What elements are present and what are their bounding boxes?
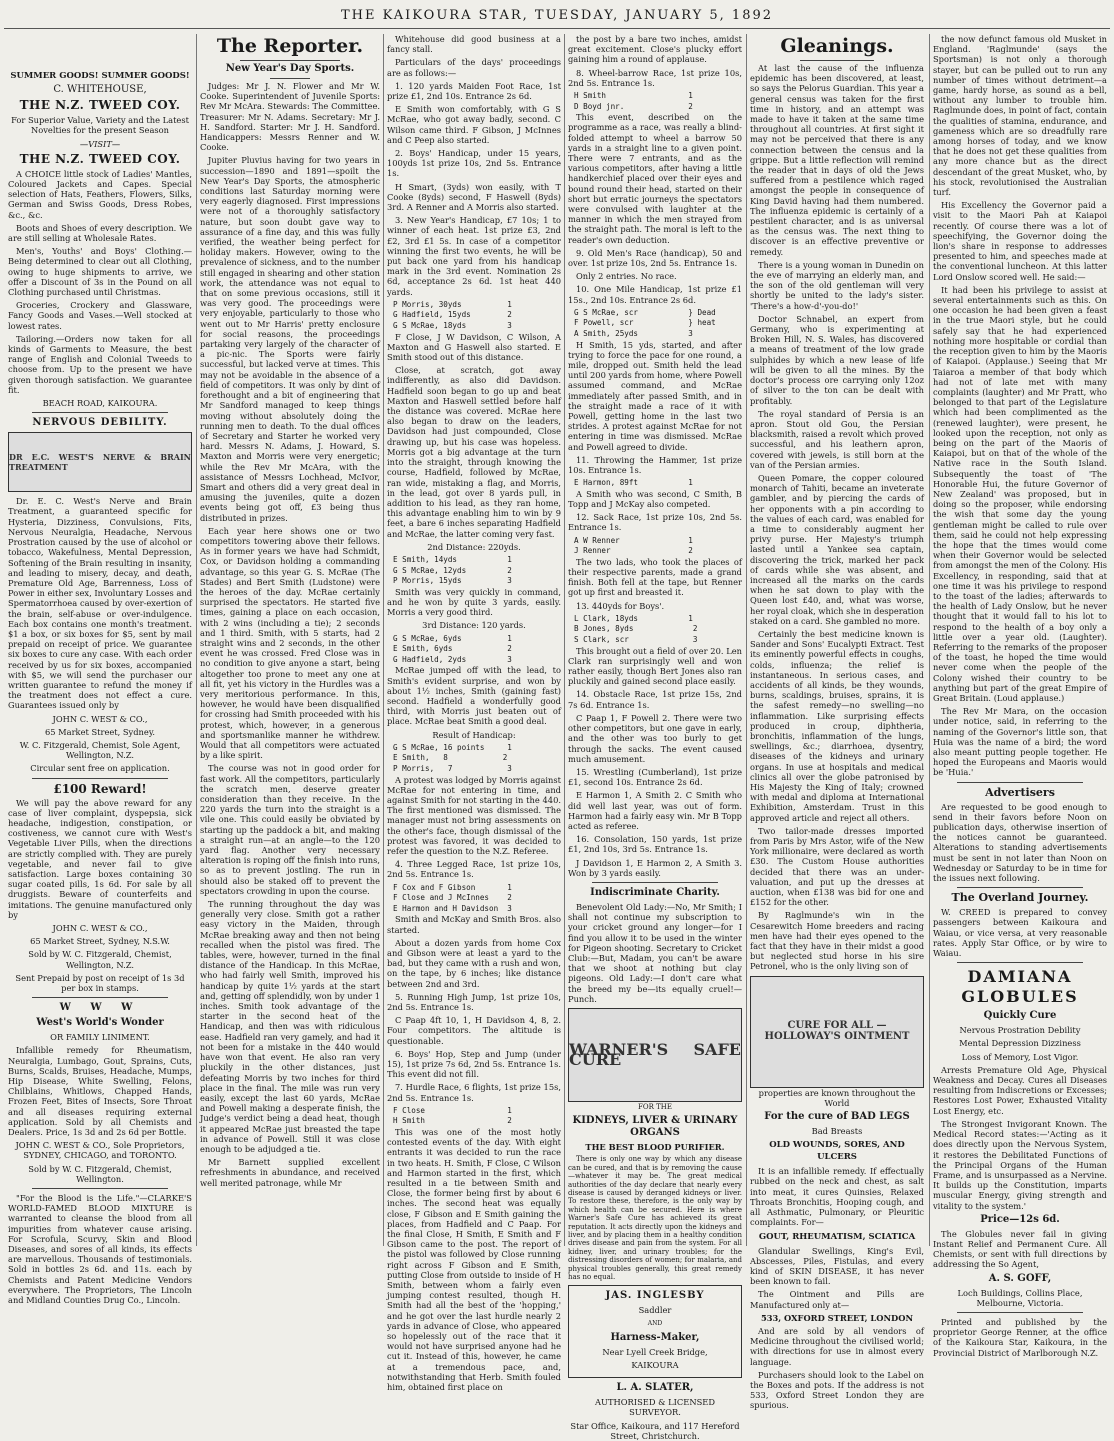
result-line: E Harmon and H Davidson 3	[393, 903, 512, 913]
ad-text: W. C. Fitzgerald, Chemist, Sole Agent, Wellington, N.Z.	[19, 739, 181, 761]
result-line: E Smith, 14yds 1	[393, 554, 512, 564]
result-line: D Boyd jnr. 2	[574, 101, 693, 111]
divider	[32, 778, 168, 779]
article-text: The running throughout the day was generally very close. Smith got a rather easy victory in the Maiden, through McRae breaking away and then not being recalled when the pistol was fired. The tables, were, however, turned in the final distance of the Handicap. In this McRae, who had fairly well Smith, improved his handicap by quite 1½ yards at the start and, getting off splendidly, won by under 1 inches. Smith took advantage of the starter in the second heat of the Handicap, and then was with ridiculous ease. Hadfield ran very gamely, and had it not been for a mistake in the 440 would have won that event. He also ran very pluckily in the other distances, just defeating Morris by two inches for third place in the final. The mile was run very easily, except the last 60 yards, McRae and Powell making a desperate finish, the Judge's verdict being a dead heat, though it appeared McRae just breasted the tape in advance of Powell. Still it was close enough to be adjudged a tie.	[200, 899, 381, 1154]
event-heading: 5. Running High Jump, 1st prize 10s, 2nd 5s. Entrance 1s.	[387, 991, 561, 1012]
event-heading: 13. 440yds for Boys'.	[576, 600, 665, 611]
result-line: A Smith, 25yds 3	[574, 329, 693, 339]
ad-text: Men's, Youths' and Boys' Clothing.—Being determined to clear out all Clothing, owing to huge shipments to arrive, we offer a Discount of 3s in the Pound on all Clothing purchased until Christmas.	[8, 246, 192, 298]
ad-address: 533, OXFORD STREET, LONDON	[760, 1312, 914, 1323]
section-title: The Reporter.	[216, 35, 364, 57]
ad-text: Bad Breasts	[811, 1126, 863, 1137]
article-text: The royal standard of Persia is an apron. Stout old Gou, the Persian blacksmith, raised a revolt which proved successful, and his leathern apron, covered with jewels, is still born at the van of the Persian armies.	[750, 408, 924, 470]
result-line: E Smith, 6yds 2	[393, 644, 512, 654]
event-heading: 2nd Distance: 220yds.	[427, 541, 521, 552]
result-line: E Harmon, 89ft 1	[574, 478, 693, 488]
event-heading: 3. New Year's Handicap, £7 10s; 1 to winner of each heat. 1st prize £3, 2nd £2, 3rd £1 5s. In case of a competitor winning the first two events, he will be put back one yard from his handicap mark in the 3rd event. Nomination 2s 6d, acceptance 2s 6d. 1st heat 440 yards.	[387, 215, 561, 297]
ad-address: Loch Buildings, Collins Place, Melbourne, Victoria.	[957, 1287, 1083, 1308]
article-headline: Advertisers	[985, 785, 1055, 799]
ad-text: The Strongest Invigorant Known. The Medical Record states:—'Acting as it does directly upon the Nervous System, it restores the Debilitated Functions of the Principal Organs of the Human Frame, and is unsurpassed as a Nervine. It builds up the Constitution, imparts muscular Energy, giving strength and vitality to the system.'	[933, 1118, 1107, 1211]
article-text: Particulars of the days' proceedings are as follows:—	[387, 57, 561, 78]
ad-text: Sold by W. C. Fitzgerald, Chemist, Wellington, N.Z.	[28, 949, 172, 970]
article-text: Queen Pomare, the copper coloured monarch of Tahiti, became an inveterate gambler, and by piercing the cards of her opponents with a pin according to the values of each card, was enabled for a time to considerably augment her privy purse. Her Majesty's triumph lasted until a Yankee sea captain, discovering the trick, marked her pack of cards while she was absent, and increased all the marks on the cards when he sat down to play with the Queen lost £40, and, what was worse, her royal cloak, which she in desperation staked on a card. She gambled no more.	[750, 472, 924, 626]
article-text: Only 2 entries. No race.	[576, 271, 677, 282]
result-line: F Powell, scr } heat	[574, 318, 716, 328]
article-text: The Rev Mr Mara, on the occasion under notice, said, in referring to the naming of the Governor's little son, that Huia was the name of a bird; the word also meant putting people together. He hoped the Europeans and Maoris would be 'Huia.'	[933, 706, 1107, 778]
event-heading: 1. 120 yards Maiden Foot Race, 1st prize £1, 2nd 10s. Entrance 2s 6d.	[387, 80, 561, 102]
ad-headline: For the cure of BAD LEGS	[764, 1111, 910, 1123]
ad-text: The Globules never fail in giving Instant Relief and Permanent Cure. All Chemists, or sent with full directions by addressing the So Agent,	[933, 1228, 1107, 1270]
article-text: Certainly the best medicine known is Sander and Sons' Eucalypti Extract. Test its eminently powerful effects in coughs, colds, influenza; the relief is instantaneous. In serious cases, and accidents of all kinds, be they wounds, burns, scaldings, bruises, sprains, it is the safest remedy—no swelling—no inflammation. Like surprising effects produced in croup, diphtheria, bronchitis, inflammation of the lungs, swellings, &c.; diarrhoea, dysentry, diseases of the kidneys and urinary organs. In use at hospitals and medical clinics all over the globe patronised by His Majesty the King of Italy; crowned with medal and diploma at International Exhibition, Amsterdam. Trust in this approved article and reject all others.	[750, 628, 924, 823]
illustration-caption: CURE FOR ALL — HOLLOWAY'S OINTMENT	[764, 1020, 910, 1042]
article-text: E Harmon 1, A Smith 2. C Smith who did well last year, was out of form. Harmon had a fairly easy win. Mr B Topp acted as referee.	[568, 790, 742, 831]
ad-headline: SUMMER GOODS! SUMMER GOODS!	[10, 71, 190, 81]
ad-text: FOR THE	[638, 1102, 672, 1111]
ad-text: Nervous Prostration Debility	[959, 1025, 1081, 1036]
article-text: There is a young woman in Dunedin on the eve of marrying an elderly man, and the son of the old gentleman will very shortly be united to the lady's sister. 'There's a how-d'-you-do!'	[750, 259, 924, 311]
result-line: J Renner 2	[574, 546, 693, 556]
column-divider	[929, 34, 930, 1246]
column-divider	[746, 34, 747, 1246]
result-line: H Smith 1	[574, 91, 693, 101]
masthead: THE KAIKOURA STAR, TUESDAY, JANUARY 5, 1892	[340, 8, 774, 23]
article-text: Judges: Mr J. N. Flower and Mr W. Cooke. Superintendent of Juvenile Sports: Rev Mr McAra. Stewards: The Committee. Treasurer: Mr N. Adams. Secretary: Mr J. H. Sandford. Starter: Mr J. H. Sandford. Handicappers: Messrs Renner and W. Cooke.	[200, 81, 380, 153]
result-line: S Clark, scr 3	[574, 635, 698, 645]
article-text: F Close, J W Davidson, C Wilson, A Maxton and G Haswell also started. E Smith stood out of this distance.	[387, 331, 561, 363]
ad-text: 65 Market Street, Sydney.	[44, 726, 156, 737]
ad-text: Purchasers should look to the Label on the Boxes and pots. If the address is not 533, Oxford Street London they are spurious.	[750, 1369, 924, 1411]
article-text: Are requested to be good enough to send in their favors before Noon on publication days, otherwise insertion of the notices cannot be guaranteed. Alterations to standing advertisements must be sent in not later than Noon on Wednesday or Saturday to be in time for the issues next following.	[933, 801, 1107, 884]
result-line: P Morris, 15yds 3	[393, 576, 512, 586]
divider	[957, 1312, 1083, 1313]
article-text: This event, described on the programme as a race, was really a blind-folded attempt to wheel a barrow 50 yards in a straight line to a given point. There were 7 entrants, and as the various competitors, after having a little handkerchief placed over their eyes and bound round their head, started on their short but erratic journeys the spectators were convulsed with laughter at the manner in which the men strayed from the straight path. The moral is left to the reader's own deduction.	[568, 112, 742, 245]
divider	[957, 782, 1083, 783]
ad-text: A CHOICE little stock of Ladies' Mantles, Coloured Jackets and Capes. Special selection of Hats, Feathers, Flowers, Silks, German and Swiss Goods, Dress Robes, &c., &c.	[8, 168, 192, 220]
illustration-caption: DR E.C. WEST'S NERVE & BRAIN TREATMENT	[9, 452, 191, 473]
article-text: It had been his privilege to assist at several entertainments such as this. On one occasion he had been given a feast in the true Maori style, but he could safely say that he had experienced nothing more hospitable or cordial than the reception given to him by the Maoris of Kaiapoi. (Applause.) Seeing that Mr Taiaroa a member of that body which had not of late met with many complaints (laughter) and Mr Pratt, who belonged to that part of the Legislature which had been complimented as the (renewed laughter), were present, he looked upon the reception, not only as being on the part of the Maoris of Kaiapoi, but on that of the whole of the Native race in the South Island. Subsequently the toast of 'The Honorable Hui, the future Governor of New Zealand' was proposed, but in doing so the proposer, while endorsing the wish that some day the young gentleman might be called to rule over them, said he could not help expressing the hope that the times would come when their Governor would be selected from amongst the men of the Colony. His Excellency, in responding, said that at one time it was his privilege to respond to the toast of the ladies; afterwards to the health of Lady Onslow, but he never thought that it would fall to his lot to respond to the health of a boy only a little over a year old. (Laughter). Referring to the remarks of the proposer of the toast, he hoped the time would never come when the people of the Colony wished their country to be anything but part of the great Empire of Great Britain. (Loud applause.)	[933, 284, 1107, 703]
result-line: F Cox and F Gibson 1	[393, 882, 512, 892]
event-heading: Result of Handicap:	[432, 729, 516, 740]
event-heading: 9. Old Men's Race (handicap), 50 and over. 1st prize 10s, 2nd 5s. Entrance 1s.	[568, 247, 742, 269]
holloway-illustration	[750, 976, 924, 1088]
event-heading: 11. Throwing the Hammer, 1st prize 10s. Entrance 1s.	[568, 454, 742, 476]
article-text: J Davidson 1, E Harmon 2, A Smith 3. Won by 3 yards easily.	[568, 857, 742, 878]
divider	[957, 962, 1083, 963]
result-line: B Jones, 8yds 2	[574, 624, 698, 634]
ad-text: Sold by W. C. Fitzgerald, Chemist, Wellington.	[28, 1163, 172, 1184]
article-text: Two tailor-made dresses imported from Paris by Mrs Astor, wife of the New York millionaire, were declared as worth £30. The Custom House authorities decided that there was an under-valuation, and put up the dresses at auction, when £138 was bid for one and £152 for the other.	[750, 825, 924, 908]
ad-text: OR FAMILY LINIMENT.	[50, 1032, 150, 1043]
article-text: A protest was lodged by Morris against McRae for not entering in time, and against Smith for not starting in the 440. The first mentioned was dismissed. The manager must not bring assessments on the other's face, though dismissal of the protest was favored, it was decided to refer the question to the N.Z. Referee.	[387, 774, 561, 856]
ad-headline: £100 Reward!	[53, 781, 147, 796]
ad-text: Infallible remedy for Rheumatism, Neuralgia, Lumbago, Gout, Sprains, Cuts, Burns, Scalds, Bruises, Headache, Mumps, Hip Disease, White Swelling, Felons, Chilblains, Whitlows, Chapped Hands, Frozen Feet, Bites of Insects, Sore Throat and all diseases requiring external application. Sold by all Chemists and Dealers. Price, 1s 3d and 2s 6d per Bottle.	[8, 1045, 192, 1138]
ad-text: For Superior Value, Variety and the Latest Novelties for the present Season	[11, 115, 189, 136]
article-text: Close, at scratch, got away indifferently, as also did Davidson. Hadfield soon began to go up and beat Maxton and Haswell settled before half the distance was covered. McRae here also began to draw on the leaders, Davidson had just compounded, Close drawing up, but his case was hopeless. Morris got a big advantage at the turn into the straight, through knowing the course, Hadfield, followed by McRae, ran wide, mistaking a flag, and Morris, in the lead, got over 8 yards pull, in addition to his lead, as they ran home, this advantage enabling him to win by 9 feet, a bare 6 inches separating Hadfield and McRae, the latter coming very fast.	[387, 365, 561, 539]
result-line: F Close 1	[393, 1105, 512, 1115]
column-2	[200, 34, 380, 1246]
event-heading: 8. Wheel-barrow Race, 1st prize 10s, 2nd 5s. Entrance 1s.	[568, 67, 742, 88]
divider	[800, 60, 874, 61]
result-line: G S McRae, scr } Dead	[574, 307, 716, 317]
event-heading: 4. Three Legged Race, 1st prize 10s, 2nd 5s. Entrance 1s.	[387, 859, 561, 880]
ad-text: THE BEST BLOOD PURIFIER.	[585, 1142, 725, 1153]
result-line: G S McRae, 6yds 1	[393, 633, 512, 643]
article-text: About a dozen yards from home Cox and Gibson were at least a yard to the bad, but they came with a rush and won, on the tape, by 6 inches; like distance between 2nd and 3rd.	[387, 937, 561, 989]
ad-text: Saddler	[638, 1305, 672, 1316]
article-text: Smith was very quickly in command, and he won by quite 3 yards, easily. Morris a very good third.	[387, 586, 561, 618]
event-heading: 16. Consolation, 150 yards, 1st prize £1, 2nd 10s, 3rd 5s. Entrance 1s.	[568, 834, 742, 855]
event-heading: 6. Boys' Hop, Step and Jump (under 15), 1st prize 7s 6d, 2nd 5s. Entrance 1s. This event did not fill.	[387, 1048, 561, 1080]
masthead-rule	[4, 28, 1110, 29]
result-line: L Clark, 18yds 1	[574, 613, 693, 623]
article-text: A Smith who was second, C Smith, B Topp and J McKay also competed.	[568, 488, 742, 510]
column-6	[933, 34, 1107, 1358]
ad-headline: DAMIANA GLOBULES	[961, 967, 1079, 1007]
result-line: H Smith 2	[393, 1116, 512, 1126]
ad-text: "For the Blood is the Life."—CLARKE'S WORLD-FAMED BLOOD MIXTURE is warranted to cleanse the blood from all impurities from whatever cause arising. For Scrofula, Scurvy, Skin and Blood Diseases, and sores of all kinds, its effects are marvellous. Thousands of testimonials. Sold in bottles 2s 6d. and 11s. each by Chemists and Patent Medicine Vendors everywhere. The Proprietors, The Lincoln and Midland Counties Drug Co., Lincoln.	[8, 1193, 192, 1306]
result-line: E Smith, 8 2	[393, 753, 508, 763]
article-text: Smith and McKay and Smith Bros. also started.	[387, 914, 561, 935]
result-line: A W Renner 1	[574, 535, 693, 545]
ad-text: Circular sent free on application.	[30, 763, 170, 774]
ad-store: THE N.Z. TWEED COY.	[19, 98, 181, 113]
column-divider	[564, 34, 565, 1246]
article-text: Mr Barnett supplied excellent refreshments in abundance, and received well merited patronage, while Mr	[200, 1157, 380, 1188]
column-5	[750, 34, 924, 1411]
ad-text: W. CREED is prepared to convey passengers between Kaikoura and Waiau, or vice versa, at very reasonable rates. Apply Star Office, or by wire to Waiau.	[933, 907, 1107, 959]
ad-name: A. S. GOFF,	[988, 1272, 1052, 1284]
article-text: Each year here shows one or two competitors towering above their fellows. As in former years we have had Schmidt, Cox, or Davidson holding a commanding advantage, so this year G. S. McRae (The Stades) and Bert Smith (Ludstone) were the heroes of the day. McRae certainly surprised the spectators. He started five times, gaining a place on each occasion, with 2 wins (including a tie); 2 seconds and 1 third. Smith, with 5 starts, had 2 straight wins and 2 seconds, in the other event he was crossed. Fred Close was in no condition to give anyone a start, being altogether too prone to meet any one at all fit, yet his victory in the Hurdles was a very meritorious performance. In this, however, he would have been disqualified for crossing had Smith proceeded with his protest, which, however, in a generous and sportsmanlike manner he withdrew. Would that all competitors were actuated by a like spirit.	[200, 525, 380, 761]
ad-headline: NERVOUS DEBILITY.	[32, 417, 168, 429]
ad-store: THE N.Z. TWEED COY.	[19, 151, 181, 166]
ad-headline: OLD WOUNDS, SORES, AND ULCERS	[769, 1140, 905, 1163]
ad-address: BEACH ROAD, KAIKOURA.	[42, 398, 158, 409]
safe-cure-illustration	[568, 1008, 742, 1102]
article-text: The course was not in good order for fast work. All the competitors, particularly the scratch men, deserve greater consideration than they receive. In the 220 yards the turn into the straight is a vile one. This could easily be obviated by starting up the paddock a bit, and making a straight run—at an angle—to the 120 yard flag. Another very necessary alteration is roping off the finish into runs, so as to prevent jostling. The run in should also be staked off to prevent the spectators crowding in upon the course.	[200, 763, 380, 896]
event-heading: 10. One Mile Handicap, 1st prize £1 15s., 2nd 10s. Entrance 2s 6d.	[568, 284, 742, 305]
ad-text: Arrests Premature Old Age, Physical Weakness and Decay. Cures all Diseases resulting from Indiscretions or Excesses; Restores Lost Power, Exhausted Vitality Lost Energy, etc.	[933, 1064, 1107, 1116]
ad-text: AND	[647, 1319, 663, 1327]
ad-text: There is only one way by which any disease can be cured, and that is by removing the cause—whatever it may be. The great medical authorities of the day declare that nearly every disease is caused by deranged kidneys or liver. To restore these, therefore, is the only way by which health can be secured. Here is where Warner's Safe Cure has achieved its great reputation. It acts directly upon the kidneys and liver, and by placing them in a healthy condition drives disease and pain from the system. For all kidney, liver, and urinary troubles; for the distressing disorders of women; for malaria, and physical troubles generally, this great remedy has no equal.	[568, 1155, 742, 1282]
event-heading: 12. Sack Race, 1st prize 10s, 2nd 5s. Entrance 1s.	[568, 512, 742, 533]
ad-name: C. WHITEHOUSE,	[53, 84, 147, 95]
divider	[240, 60, 340, 61]
illustration-caption: WARNER'S SAFE CURE	[569, 1039, 741, 1069]
column-3	[387, 34, 561, 1393]
article-text: The two lads, who took the places of their respective parents, made a grand finish. Both fell at the tape, but Renner got up first and breasted it.	[568, 556, 742, 598]
event-heading: 7. Hurdle Race, 6 flights, 1st prize 15s, 2nd 5s. Entrance 1s.	[387, 1082, 561, 1103]
result-line: G S McRae, 16 points 1	[393, 742, 512, 752]
ad-text: Glandular Swellings, King's Evil, Abscesses, Piles, Fistulas, and every kind of SKIN DISEASE, it has never been known to fail.	[750, 1245, 924, 1287]
ad-text: Star Office, Kaikoura, and 117 Hereford Street, Christchurch.	[570, 1420, 740, 1441]
divider	[32, 412, 168, 413]
ad-headline: West's World's Wonder	[36, 1017, 164, 1029]
article-text: This was one of the most hotly contested events of the day. With eight entrants it was decided to run the race in two heats. H. Smith, F Close, C Wilson and Harmon started in the first, which resulted in a tie between Smith and Close, the former being first by about 6 inches. The second heat was equally close, F Gibson and E Smith gaining the places, from Hadfield and C Paap. For the final Close, H Smith, E Smith and F Gibson came to the post. The report of the pistol was followed by Close running right across F Gibson and E Smith, putting Close from outside to inside of H Smith, between whom a fairly even jumping contest resulted, though H. Smith had all the best of the 'hopping,' and he got over the last hurdle nearly 2 yards in advance of Close, who appeared so hopelessly out of the race that it would not have surprised anyone had he cut it. Instead of this, however, he came at a tremendous pace, and, notwithstanding that Herb. Smith fouled him, obtained first place on	[387, 1126, 561, 1393]
ad-text: Groceries, Crockery and Glassware, Fancy Goods and Vases.—Well stocked at lowest rates.	[8, 300, 192, 331]
article-text: Whitehouse did good business at a fancy stall.	[387, 34, 561, 55]
result-line: G Hadfield, 15yds 2	[393, 310, 512, 320]
article-text: McRae jumped off with the lead, to Smith's evident surprise, and won by about 1½ inches, Smith (gaining fast) second. Hadfield a wonderfully good third, with Morris just beaten out of place. McRae beat Smith a good deal.	[387, 665, 561, 727]
column-4	[568, 34, 742, 1441]
treatment-box-illustration	[8, 432, 192, 492]
result-line: P Morris, 30yds 1	[393, 299, 512, 309]
event-heading: 3rd Distance: 120 yards.	[422, 620, 526, 631]
event-heading: 14. Obstacle Race, 1st prize 15s, 2nd 7s 6d. Entrance 1s.	[568, 689, 742, 710]
divider	[270, 78, 310, 79]
article-text: H Smith, 15 yds, started, and after trying to force the pace for one round, a mile, dropped out. Smith held the lead until 200 yards from home, where Powell assumed command, and McRae immediately after passed Smith, and in the straight made a race of it with Powell, getting home in the last two strides. A protest against McRae for not entering in time was dismissed. McRae and Powell agreed to divide.	[568, 339, 742, 452]
divider	[957, 887, 1083, 888]
ad-text: properties are known throughout the World	[758, 1087, 916, 1108]
column-1	[8, 34, 193, 1306]
event-heading: 2. Boys' Handicap, under 15 years, 100yds 1st prize 10s, 2nd 5s. Entrance 1s.	[387, 148, 561, 179]
divider	[592, 882, 718, 883]
article-text: His Excellency the Governor paid a visit to the Maori Pah at Kaiapoi recently. Of course there was a lot of speechifying, the Governor doing the lion's share in response to addresses presented to him, and speeches made at the conventional luncheon. At this latter Lord Onslow scored well. He said:—	[933, 200, 1107, 282]
ad-text: Boots and Shoes of every description. We are still selling at Wholesale Rates.	[8, 222, 192, 244]
saddler-ad	[568, 1285, 742, 1378]
ad-text: The Ointment and Pills are Manufactured only at—	[750, 1289, 924, 1310]
article-text: This brought out a field of over 20. Len Clark ran surprisingly well and won rather easily, though Bert Jones also ran pluckily and gained second place easily.	[568, 645, 742, 687]
result-line: P Morris, 7 3	[393, 763, 512, 773]
article-headline: New Year's Day Sports.	[225, 63, 355, 74]
ad-text: AUTHORISED & LICENSED SURVEYOR.	[595, 1397, 715, 1418]
section-title: Gleanings.	[780, 35, 894, 57]
ad-text: Harness-Maker,	[610, 1331, 700, 1343]
article-headline: The Overland Journey.	[951, 891, 1089, 905]
article-text: C Paap 4ft 10, 1, H Davidson 4, 8, 2. Four competitors. The altitude is questionable.	[387, 1015, 561, 1046]
ad-name: JAS. INGLESBY	[605, 1290, 705, 1302]
article-text: the post by a bare two inches, amidst great excitement. Close's plucky effort gaining him a round of applause.	[568, 34, 742, 65]
ad-text: And are sold by all vendors of Medicine throughout the civilised world; with directions for use in almost every language.	[750, 1325, 924, 1367]
ad-text: —VISIT—	[79, 138, 121, 149]
divider	[32, 997, 168, 998]
ad-text: Near Lyell Creek Bridge,	[602, 1346, 708, 1357]
ad-headline: W W W	[59, 1002, 141, 1014]
article-text: Doctor Schnabel, an expert from Germany, who is experimenting at Broken Hill, N. S. Wales, has discovered a means of treatment of the low grade sulphides by which a new lease of life will be given to all the mines. By the doctor's process ore carrying only 12oz of silver to the ton can be dealt with profitably.	[750, 313, 924, 406]
article-text: At last the cause of the influenza epidemic has been discovered, at least, so says the Pelorus Guardian. This year a general census was taken for the first time in history, and an attempt was made to have it taken at the same time throughout all countries. At first sight it may not be perceived that there is any connection between the census and la grippe. But a little reflection will remind the reader that in days of old the Jews suffered from a pestilence which raged amongst the people in consequence of King David having had them numbered. The influenza epidemic is certainly of a pestilent character, and is as universal as the census was. The next thing to discover is an effective preventive or remedy.	[750, 63, 924, 257]
ad-text: JOHN C. WEST & CO.,	[52, 923, 148, 933]
column-divider	[383, 34, 384, 1246]
result-line: G Hadfield, 2yds 3	[393, 654, 512, 664]
ad-headline: Quickly Cure	[983, 1010, 1057, 1022]
ad-text: Sent Prepaid by post on receipt of 1s 3d per box in stamps.	[15, 972, 185, 994]
ad-text: JOHN C. WEST & CO.,	[52, 713, 148, 724]
article-text: C Paap 1, F Powell 2. There were two other competitors, but one gave in early, and the other was too burly to get through the sacks. The event caused much amusement.	[568, 712, 742, 764]
ad-text: JOHN C. WEST & CO., Sole Proprietors, SYDNEY, CHICAGO, and TORONTO.	[15, 1140, 185, 1161]
divider	[32, 1188, 168, 1189]
ad-headline: GOUT, RHEUMATISM, SCIATICA	[758, 1231, 916, 1242]
article-text: Jupiter Pluvius having for two years in succession—1890 and 1891—spoilt the New Year's Day Sports, the atmospheric conditions last Saturday morning were very eagerly diagnosed. First impressions were not of a thoroughly satisfactory nature, but soon doubt gave way to assurance of a fine day, and this was fully verified, the weather being perfect for holiday makers. However, owing to the prevalence of sickness, and to the number still engaged in shearing and other station work, the attendance was not equal to that on some previous occasions, still it was very good. The proceedings were very enjoyable, particularly to those who went out to Mr Harris' pretty enclosure for social reasons, the proceedings partaking very largely of the character of a pic-nic. The Sports were fairly successful, but lacked verve at times. This may not be avoidable in the absence of a field of competitors. It was only by dint of forethought and a bit of engineering that Mr Sandford managed to keep things moving without absolutely doing the running men to death. To the dual offices of Secretary and Starter he worked very hard. Messrs N. Adams, J. Howard, S. Maxton and Morris were very energetic; while the Rev Mr McAra, with the assistance of Messrs Lochhead, McIvor, Smart and others did a very great deal in amusing the juveniles, quite a dozen events being got off, £3 being thus distributed in prizes.	[200, 155, 380, 523]
ad-text: 65 Market Street, Sydney, N.S.W.	[30, 936, 170, 947]
article-headline: Indiscriminate Charity.	[590, 886, 720, 898]
article-text: the now defunct famous old Musket in England. 'Raglmunde' (says the Sportsman) is not only a thorough stayer, but can be pulled out to run any number of times without detriment—a game, hardy horse, as sound as a bell, without any lumber to trouble him. Raglmunde does, in point of fact, contain the qualities of stamina, endurance, and gameness which are so dreadfully rare among horses of today, and we know that he does not get these qualities from any more chance but as the direct descendant of the great Musket, who, by his stock, revolutionised the Australian turf.	[933, 34, 1107, 198]
result-line: G S McRae, 12yds 2	[393, 565, 512, 575]
ad-name: L. A. SLATER,	[616, 1382, 694, 1394]
ad-price: Price—12s 6d.	[980, 1213, 1060, 1225]
result-line: G S McRae, 18yds 3	[393, 321, 512, 331]
ad-text: Tailoring.—Orders now taken for all kinds of Garments to Measure, the best range of English and Colonial Tweeds to choose from. Up to the present we have given thorough satisfaction. We guarantee fit.	[8, 333, 192, 395]
column-divider	[196, 34, 197, 1246]
imprint: Printed and published by the proprietor George Renner, at the office of the Kaikoura Star, Kaikoura, in the Provincial District of Marlborough N.Z.	[933, 1316, 1107, 1358]
article-text: By Raglmunde's win in the Cesarewitch Home breeders and racing men have had their eyes opened to the fact that they have in their midst a good but neglected stud horse in his sire Petronel, who is the only living son of	[750, 910, 924, 972]
ad-text: KAIKOURA	[631, 1360, 679, 1371]
article-text: Benevolent Old Lady:—No, Mr Smith; I shall not continue my subscription to your cricket ground any longer—for I find you allow it to be used in the winter for Pigeon shooting. Secretary to Cricket Club:—But, Madam, you can't be aware that we shoot at nothing but clay pigeons. Old Lady:—I don't care what the breed my be—its equally cruel!—Punch.	[568, 901, 742, 1004]
ad-text: It is an infallible remedy. If effectually rubbed on the neck and chest, as salt into meat, it cures Quinsies, Relaxed Throats Bronchitis, Hooping cough, and all Asthmatic, Pulmonary, or Pleuritic complaints. For—	[750, 1166, 924, 1228]
ad-headline: KIDNEYS, LIVER & URINARY ORGANS	[572, 1115, 738, 1139]
result-line: F Close and J McInnes 2	[393, 893, 512, 903]
ad-text: Dr. E. C. West's Nerve and Brain Treatment, a guaranteed specific for Hysteria, Dizziness, Convulsions, Fits, Nervous Neuralgia, Headache, Nervous Prostration caused by the use of alcohol or tobacco, Wakefulness, Mental Depression, Softening of the Brain resulting in insanity, and leading to misery, decay, and death, Premature Old Age, Barrenness, Loss of Power in either sex, Involuntary Losses and Spermatorrhoea caused by over-exertion of the brain, self-abuse or over-indulgence. Each box contains one month's treatment. $1 a box, or six boxes for $5, sent by mail prepaid on receipt of price. We guarantee six boxes to cure any case. With each order received by us for six boxes, accompanied with $5, we will send the purchaser our written guarantee to refund the money if the treatment does not effect a cure. Guarantees issued only by	[8, 496, 193, 711]
article-text: H Smart, (3yds) won easily, with T Cooke (8yds) second, F Haswell (8yds) 3rd. A Renner and A Morris also started.	[387, 181, 561, 213]
ad-text: We will pay the above reward for any case of liver complaint, dyspepsia, sick headache, indigestion, constipation, or costiveness, we cannot cure with West's Vegetable Liver Pills, when the directions are strictly complied with. They are purely vegetable, and never fail to give satisfaction. Large boxes containing 30 sugar coated pills, 1s 6d. For sale by all druggists. Beware of counterfeits and imitations. The genuine manufactured only by	[8, 797, 192, 920]
article-text: E Smith won comfortably, with G S McRae, who got away badly, second. C Wilson came third. F Gibson, J McInnes and C Peep also started.	[387, 104, 561, 145]
ad-text: Loss of Memory, Lost Vigor.	[961, 1051, 1079, 1062]
event-heading: 15. Wrestling (Cumberland), 1st prize £1, second 10s. Entrance 2s 6d.	[568, 766, 742, 788]
ad-text: Mental Depression Dizziness	[959, 1038, 1081, 1049]
